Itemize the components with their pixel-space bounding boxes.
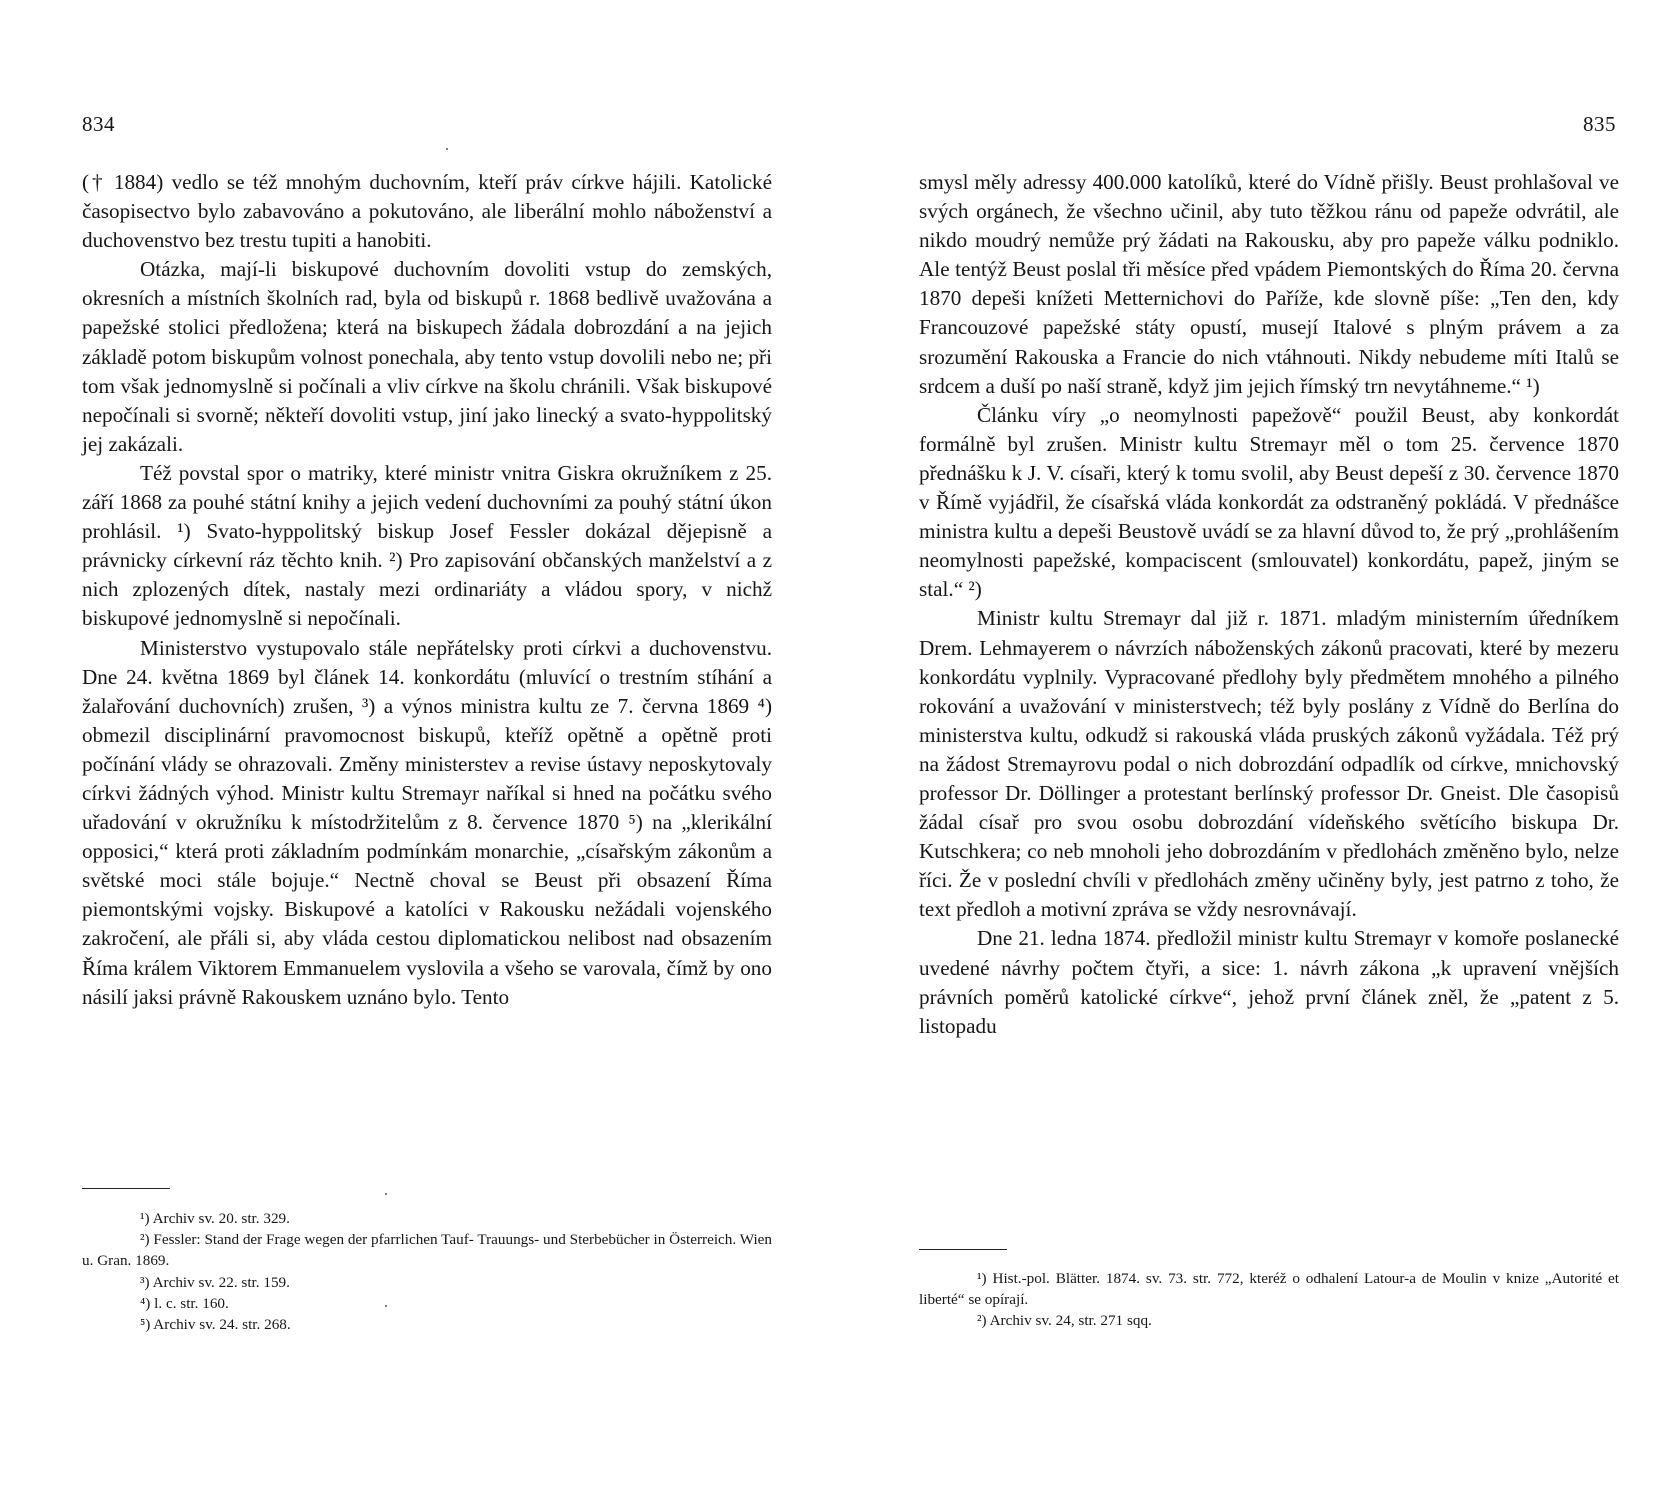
- page-number: 834: [82, 112, 115, 136]
- footnotes: [82, 1208, 772, 1335]
- footnote: ⁵) Archiv sv. 24. str. 268.: [140, 1316, 291, 1334]
- footnote-divider: [919, 1249, 1007, 1250]
- body-text: [82, 168, 772, 1012]
- footnote: ³) Archiv sv. 22. str. 159.: [140, 1273, 290, 1291]
- footnote-divider: [82, 1188, 170, 1189]
- paragraph: Ministerstvo vystupovalo stále nepřátelsky proti církvi a duchovenstvu. Dne 24. května 1869 byl článek 14. konkordátu (mluvící o trestním stíhání a žalařování duchovních) zrušen, ³) a výnos ministra kultu ze 7. června 1869 ⁴) obmezil disciplinární pravomocnost biskupů, kteříž opětně a opětně proti počínání vlády se ohrazovali. Změny ministerstev a revise ústavy neposkytovaly církvi žádných výhod. Ministr kultu Stremayr naříkal si hned na počátku svého uřadování v okružníku k místodržitelům z 8. července 1870 ⁵) na „klerikální opposici,“ která proti základním podmínkám monarchie, „císařským zákonům a světské moci stále bojuje.“ Nectně choval se Beust při obsazení Říma piemontskými vojsky. Biskupové a katolíci v Rakousku nežádali vojenského zakročení, ale přáli si, aby vláda cestou diplomatickou nelibost nad obsazením Říma králem Viktorem Emmanuelem vyslovila a všeho se varovala, čímž by ono násilí jaksi právně Rakouskem uznáno bylo. Tento: [82, 635, 772, 1009]
- footnote: ¹) Hist.-pol. Blätter. 1874. sv. 73. str. 772, kteréž o odhalení Latour-a de Moulin v knize „Autorité et liberté“ se opírají.: [919, 1270, 1619, 1309]
- print-speck: [385, 1193, 387, 1195]
- paragraph: Dne 21. ledna 1874. předložil ministr kultu Stremayr v komoře poslanecké uvedené návrhy počtem čtyři, a sice: 1. návrh zákona „k upravení vnějších právních poměrů katolické církve“, jehož první článek zněl, že „patent z 5. listopadu: [919, 926, 1619, 1038]
- footnotes: [919, 1268, 1619, 1332]
- footnote: ⁴) l. c. str. 160.: [140, 1294, 229, 1312]
- print-speck: [385, 1305, 387, 1307]
- print-speck: [446, 148, 448, 150]
- paragraph: Článku víry „o neomylnosti papežově“ použil Beust, aby konkordát formálně byl zrušen. Ministr kultu Stremayr měl o tom 25. července 1870 přednášku k J. V. císaři, který k tomu svolil, aby Beust depeší z 30. července 1870 v Římě vyjádřil, že císařská vláda konkordát za odstraněný pokládá. V přednášce ministra kultu a depeši Beustově uvádí se za hlavní důvod to, že prý „prohlášením neomylnosti papežské, kompaciscent (smlouvatel) konkordátu, papež, jiným se stal.“ ²): [919, 402, 1619, 602]
- body-text: [919, 168, 1619, 1041]
- page-number: 835: [1583, 112, 1616, 136]
- paragraph: Ministr kultu Stremayr dal již r. 1871. mladým ministerním úředníkem Drem. Lehmayerem o návrzích náboženských zákonů pracovati, které by mezeru konkordátu vyplnily. Vypracované předlohy byly předmětem mnohého a pilného rokování a uvažování v ministerstvech; též byly poslány z Vídně do Berlína do ministerstva kultu, odkudž si rakouská vláda pruských zákonů vyžádala. Též prý na žádost Stremayrovu podal o nich dobrozdání odpadlík od církve, mnichovský professor Dr. Döllinger a protestant berlínský professor Dr. Gneist. Dle časopisů žádal císař pro svou osobu dobrozdání vídeňského světícího biskupa Dr. Kutschkera; co neb mnoholi jeho dobrozdáním v předlohách změněno bylo, nelze říci. Že v poslední chvíli v předlohách změny učiněny byly, jest patrno z toho, že text předloh a motivní zpráva se vždy nesrovnávají.: [919, 606, 1619, 922]
- footnote: ²) Archiv sv. 24, str. 271 sqq.: [977, 1312, 1152, 1330]
- paragraph: († 1884) vedlo se též mnohým duchovním, kteří práv církve hájili. Katolické časopisectvo bylo zabavováno a pokutováno, ale liberální mohlo náboženství a duchovenstvo bez trestu tupiti a hanobiti.: [82, 170, 772, 253]
- footnote: ¹) Archiv sv. 20. str. 329.: [140, 1210, 290, 1227]
- paragraph: Otázka, mají-li biskupové duchovním dovoliti vstup do zemských, okresních a místních školních rad, byla od biskupů r. 1868 bedlivě uvažována a papežské stolici předložena; která na biskupech žádala dobrozdání a na jejich základě potom biskupům volnost ponechala, aby tento vstup dovolili nebo ne; při tom však jednomyslně si počínali a vliv církve na školu chránili. Však biskupové nepočínali si svorně; někteří dovoliti vstup, jiní jako linecký a svato-hyppolitský jej zakázali.: [82, 257, 772, 456]
- paragraph: Též povstal spor o matriky, které ministr vnitra Giskra okružníkem z 25. září 1868 za pouhé státní knihy a jejich vedení duchovními za pouhý státní úkon prohlásil. ¹) Svato-hyppolitský biskup Josef Fessler dokázal dějepisně a právnicky církevní ráz těchto knih. ²) Pro zapisování občanských manželství a z nich zplozených dítek, nastaly mezi ordinariáty a vládou spory, v nichž biskupové jednomyslně si nepočínali.: [82, 460, 772, 631]
- paragraph: smysl měly adressy 400.000 katolíků, které do Vídně přišly. Beust prohlašoval ve svých orgánech, že všechno učinil, aby tuto těžkou ránu od papeže odvrátil, ale nikdo moudrý nemůže prý žádati na Rakousku, aby pro papeže válku podniklo. Ale tentýž Beust poslal tři měsíce před vpádem Piemontských do Říma 20. června 1870 depeši knížeti Metternichovi do Paříže, kde slovně píše: „Ten den, kdy Francouzové papežské státy opustí, musejí Italové s plným právem a za srozumění Rakouska a Francie do nich vtáhnouti. Nikdy nebudeme míti Italů se srdcem a duší po naší straně, když jim jejich římský trn nevytáhneme.“ ¹): [919, 170, 1619, 398]
- right-page: [839, 0, 1678, 1500]
- footnote: ²) Fessler: Stand der Frage wegen der pfarrlichen Tauf- Trauungs- und Sterbebücher in Österreich. Wien u. Gran. 1869.: [82, 1231, 772, 1270]
